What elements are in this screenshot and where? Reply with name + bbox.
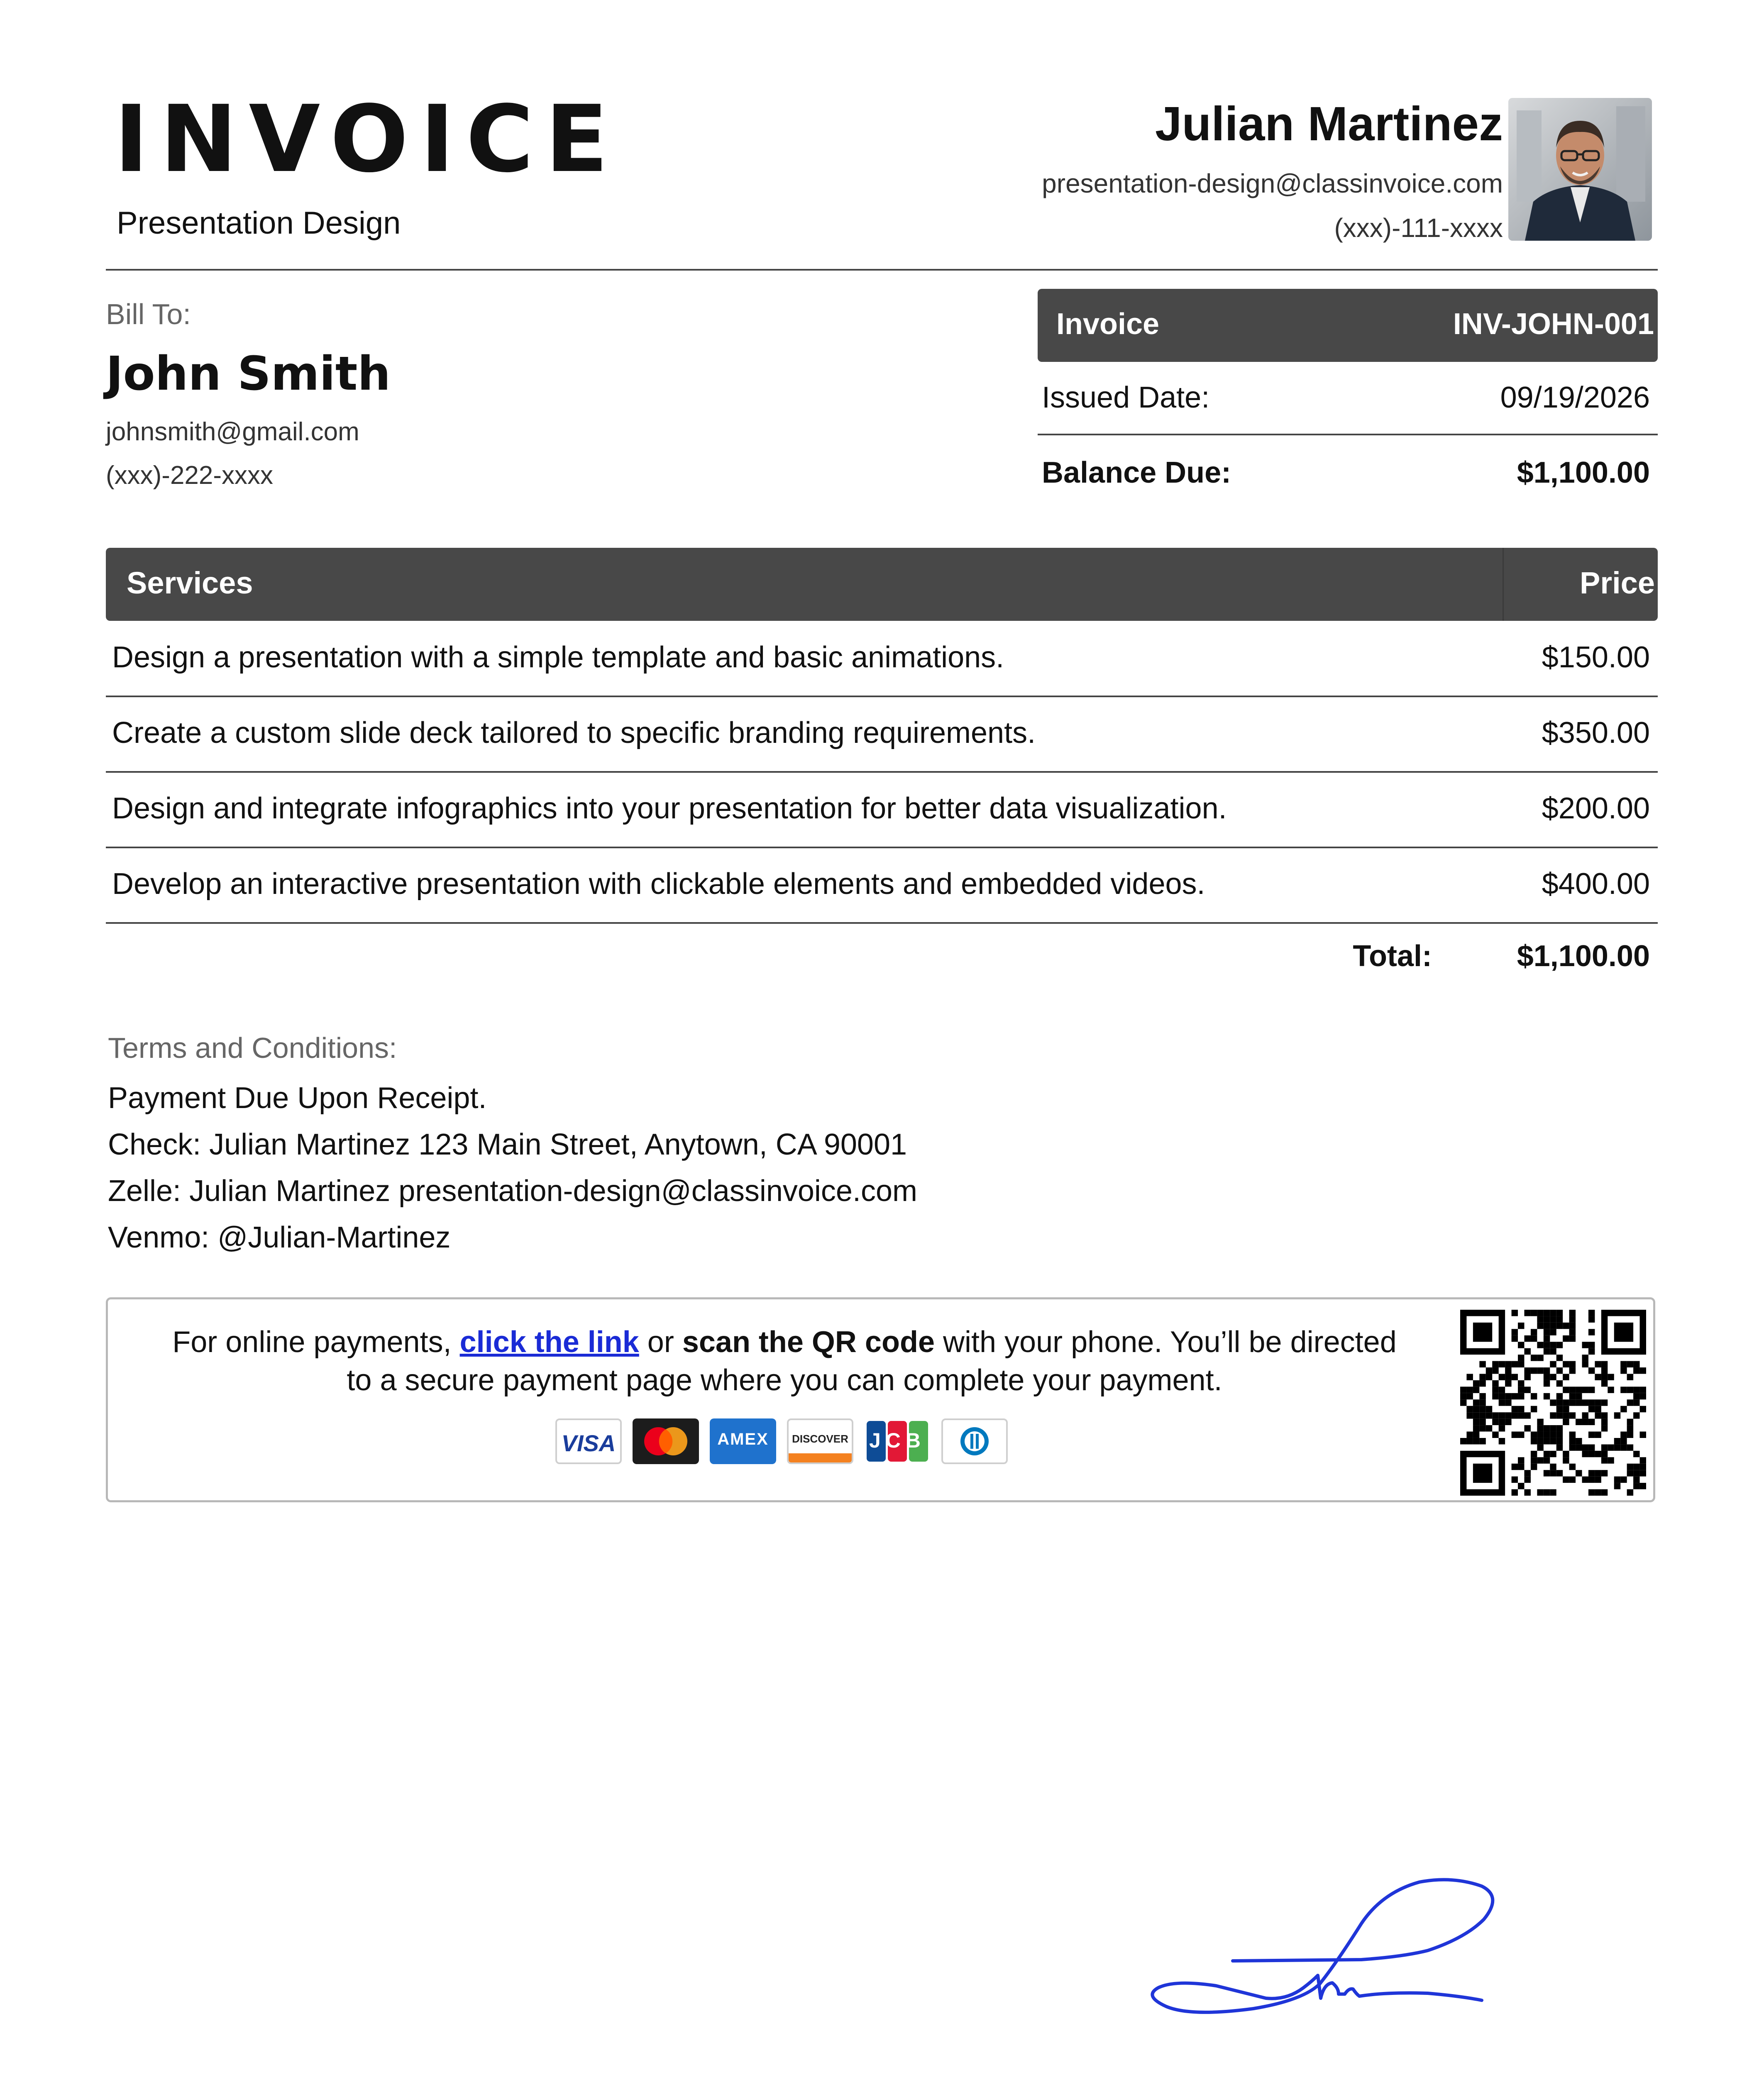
- issued-date: 09/19/2026: [1500, 381, 1650, 414]
- header-divider: [106, 269, 1658, 271]
- mastercard-icon: [633, 1418, 699, 1464]
- service-description: Design and integrate infographics into your presentation for better data visualization.: [112, 792, 1227, 825]
- row-divider: [106, 922, 1658, 924]
- sender-name: Julian Martinez: [1155, 97, 1503, 151]
- services-header-bar: [106, 548, 1658, 621]
- amex-label: AMEX: [717, 1430, 769, 1448]
- payment-instructions: [125, 1327, 1444, 1357]
- payment-text: or: [639, 1326, 682, 1359]
- discover-label: DISCOVER: [792, 1433, 848, 1445]
- services-column-header: Services: [127, 566, 253, 600]
- amex-card-icon: [710, 1418, 776, 1464]
- client-phone: (xxx)-222-xxxx: [106, 461, 274, 490]
- summary-divider: [1038, 434, 1658, 435]
- jcb-label: JCB: [869, 1429, 926, 1452]
- portrait-photo: [1508, 98, 1652, 241]
- price-column-header: Price: [1579, 566, 1655, 600]
- terms-line: Payment Due Upon Receipt.: [108, 1081, 487, 1115]
- terms-line: Venmo: @Julian-Martinez: [108, 1221, 451, 1254]
- mastercard-card-icon: [633, 1418, 699, 1464]
- service-description: Design a presentation with a simple template and basic animations.: [112, 641, 1004, 674]
- signature-image: [1129, 1851, 1569, 2042]
- invoice-subtitle: Presentation Design: [117, 205, 401, 241]
- invoice-number-label: Invoice: [1056, 308, 1160, 341]
- diners-club-icon: [943, 1420, 1006, 1462]
- sender-phone: (xxx)-111-xxxx: [1334, 213, 1503, 243]
- client-name: John Smith: [106, 347, 391, 401]
- row-divider: [106, 696, 1658, 697]
- service-price: $200.00: [1542, 792, 1650, 825]
- payment-text: For online payments,: [172, 1326, 460, 1359]
- visa-card-icon: [555, 1418, 622, 1464]
- service-price: $150.00: [1542, 641, 1650, 674]
- total-amount: $1,100.00: [1517, 940, 1650, 973]
- balance-due: $1,100.00: [1517, 456, 1650, 489]
- payment-link[interactable]: click the link: [459, 1326, 639, 1359]
- invoice-number: INV-JOHN-001: [1453, 308, 1654, 341]
- diners-card-icon: [941, 1418, 1008, 1464]
- payment-text: with your phone. You’ll be directed: [934, 1326, 1397, 1359]
- service-description: Develop an interactive presentation with clickable elements and embedded videos.: [112, 867, 1205, 901]
- service-price: $350.00: [1542, 716, 1650, 749]
- service-description: Create a custom slide deck tailored to specific branding requirements.: [112, 716, 1036, 749]
- terms-line: Zelle: Julian Martinez presentation-design@classinvoice.com: [108, 1174, 917, 1208]
- visa-label: VISA: [561, 1430, 616, 1456]
- discover-stripe: [789, 1453, 852, 1462]
- terms-label: Terms and Conditions:: [108, 1032, 397, 1064]
- issued-date-label: Issued Date:: [1042, 381, 1210, 414]
- qr-code-icon[interactable]: [1460, 1310, 1646, 1496]
- terms-line: Check: Julian Martinez 123 Main Street, Anytown, CA 90001: [108, 1128, 907, 1161]
- payment-instructions-line-2: to a secure payment page where you can complete your payment.: [347, 1364, 1222, 1397]
- sender-email: presentation-design@classinvoice.com: [1042, 168, 1503, 198]
- row-divider: [106, 771, 1658, 773]
- total-label: Total:: [1353, 940, 1432, 973]
- row-divider: [106, 847, 1658, 848]
- discover-card-icon: [787, 1418, 853, 1464]
- balance-due-label: Balance Due:: [1042, 456, 1231, 489]
- service-price: $400.00: [1542, 867, 1650, 901]
- qr-instruction: scan the QR code: [682, 1326, 935, 1359]
- jcb-card-icon: [864, 1418, 931, 1464]
- client-email: johnsmith@gmail.com: [106, 417, 359, 446]
- invoice-title: INVOICE: [114, 86, 620, 193]
- services-header-divider: [1503, 548, 1504, 621]
- bill-to-label: Bill To:: [106, 298, 191, 330]
- portrait-icon: [1508, 98, 1652, 241]
